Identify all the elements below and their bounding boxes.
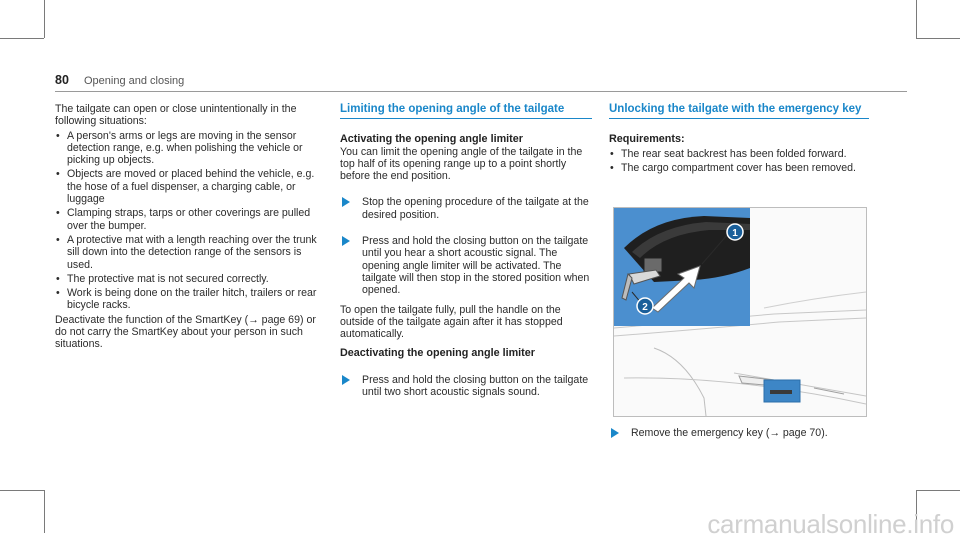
tailgate-illustration-svg: [614, 208, 866, 416]
column-right: [609, 103, 869, 174]
step-arrow-icon: [342, 197, 350, 207]
emergency-key-illustration: [613, 207, 867, 417]
header-divider: [55, 91, 907, 92]
section-title-limiting: Limiting the opening angle of the tailgate: [340, 103, 592, 119]
crop-mark: [44, 0, 45, 38]
column-middle: [340, 103, 592, 398]
list-item: • The rear seat backrest has been folded forward.: [609, 148, 869, 160]
page-number: 80: [55, 73, 69, 87]
activating-paragraph: You can limit the opening angle of the tailgate in the top half of its opening range up to a point shortly before the end position.: [340, 145, 583, 183]
step-item: [340, 196, 592, 221]
site-watermark: carmanualsonline.info: [707, 508, 954, 539]
list-item: • The cargo compartment cover has been removed.: [609, 162, 869, 174]
step-text: Remove the emergency key (→ page 70).: [631, 427, 828, 439]
callout-2-label: 2: [642, 302, 648, 313]
crop-mark: [0, 38, 44, 39]
step-arrow-icon: [342, 375, 350, 385]
list-item: • The protective mat is not secured correctly.: [55, 273, 325, 285]
step-arrow-icon: [611, 428, 619, 438]
crop-mark: [916, 490, 960, 491]
step-text: Press and hold the closing button on the tailgate until you hear a short acoustic signal. The opening angle limiter will be activated. The tailgate will then stop in the stored position when opened.: [362, 235, 590, 297]
subheading-deactivating: Deactivating the opening angle limiter: [340, 347, 535, 360]
crop-mark: [916, 38, 960, 39]
column-left: [55, 103, 325, 351]
section-title-emergency-key: Unlocking the tailgate with the emergency key: [609, 103, 869, 119]
requirements-heading: Requirements:: [609, 133, 685, 146]
step-item: [340, 235, 592, 296]
subheading-activating: Activating the opening angle limiter: [340, 133, 523, 146]
crop-mark: [0, 490, 44, 491]
intro-paragraph: The tailgate can open or close unintentionally in the following situations:: [55, 103, 297, 128]
smartkey-note: Deactivate the function of the SmartKey (→ page 69) or do not carry the SmartKey about your person in such situations.: [55, 313, 316, 351]
list-item: • Clamping straps, tarps or other coverings are pulled over the bumper.: [55, 207, 325, 232]
remove-key-step: [609, 427, 869, 439]
step-text: Press and hold the closing button on the tailgate until two short acoustic signals sound.: [362, 373, 589, 399]
crop-mark: [916, 0, 917, 38]
requirements-list: [609, 148, 869, 175]
list-item: • Work is being done on the trailer hitch, trailers or rear bicycle racks.: [55, 287, 325, 312]
chapter-title: Opening and closing: [84, 75, 185, 87]
callout-1-label: 1: [732, 228, 738, 239]
step-text: Stop the opening procedure of the tailgate at the desired position.: [362, 196, 589, 221]
crop-mark: [44, 490, 45, 533]
situations-list: [55, 130, 325, 312]
list-item: • A protective mat with a length reaching over the trunk sill down into the detection range of the sensors is used.: [55, 234, 325, 271]
step-item: [609, 427, 869, 439]
list-item: • Objects are moved or placed behind the vehicle, e.g. the hose of a fuel dispenser, a charging cable, or luggage: [55, 168, 325, 205]
list-item: • A person's arms or legs are moving in the sensor detection range, e.g. when polishing the vehicle or picking up objects.: [55, 130, 325, 167]
step-item: [340, 374, 592, 399]
open-fully-paragraph: To open the tailgate fully, pull the handle on the outside of the tailgate again after it has stopped automatically.: [340, 303, 563, 341]
step-arrow-icon: [342, 236, 350, 246]
